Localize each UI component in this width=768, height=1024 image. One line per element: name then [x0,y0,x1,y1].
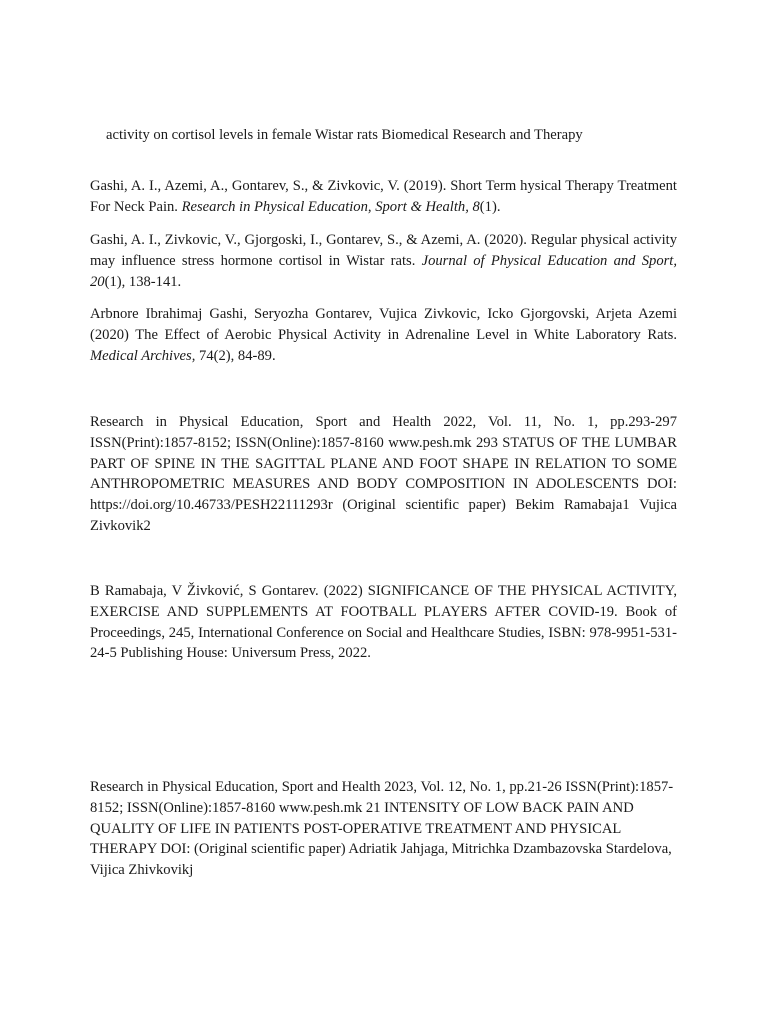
reference-text: Research in Physical Education, Sport and Health 2022, Vol. 11, No. 1, pp.293-297 ISSN(Print):1857-8152; ISSN(Online):1857-8160 www.pesh.mk 293 STATUS OF THE LUMBAR PART OF SPINE IN THE SAGITTAL PLANE AND FOOT SHAPE IN RELATION TO SOME ANTHROPOMETRIC MEASURES AND BODY COMPOSITION IN ADOLESCENTS DOI: https://doi.org/10.46733/PESH22111293r (Original scientific paper) Bekim Ramabaja1 Vujica Zivkovik2 [90,414,677,534]
reference-issue: 74(2), 84-89. [195,347,276,364]
reference-authors-title: Arbnore Ibrahimaj Gashi, Seryozha Gontarev, Vujica Zivkovic, Icko Gjorgovski, Arjeta Azemi (2020) The Effect of Aerobic Physical Activity in Adrenaline Level in White Laboratory Rats. [90,306,677,343]
reference-journal: Journal of Physical Education and Sport, 20 [90,252,677,290]
reference-text: B Ramabaja, V Živković, S Gontarev. (2022) SIGNIFICANCE OF THE PHYSICAL ACTIVITY, EXERCISE AND SUPPLEMENTS AT FOOTBALL PLAYERS AFTER COVID-19. Book of Proceedings, 245, International Conference on Social and Healthcare Studies, ISBN: 978-9951-531-24-5 Publishing House: Universum Press, 2022. [90,583,677,662]
reference-fragment [106,125,706,146]
reference-ramabaja-2022-lumbar [90,412,677,537]
reference-authors-title: Gashi, A. I., Zivkovic, V., Gjorgoski, I., Gontarev, S., & Azemi, A. (2020). Regular physical activity may influence stress hormone cortisol in Wistar rats. [90,232,677,269]
reference-journal: Research in Physical Education, Sport & Health, 8 [181,198,480,215]
reference-journal: Medical Archives, [90,347,196,364]
reference-authors-title: Gashi, A. I., Azemi, A., Gontarev, S., & Zivkovic, V. (2019). Short Term hysical Therapy Treatment For Neck Pain. [90,178,677,215]
reference-gashi-2020 [90,230,677,292]
reference-ramabaja-2022-covid [90,581,677,664]
reference-gashi-2019 [90,176,677,218]
reference-issue: (1). [479,198,501,215]
reference-ibrahimaj-gashi-2020 [90,304,677,366]
reference-jahjaga-2023 [90,777,677,881]
reference-issue: (1), 138-141. [104,273,182,290]
reference-text: activity on cortisol levels in female Wistar rats Biomedical Research and Therapy [106,127,583,143]
reference-text: Research in Physical Education, Sport and Health 2023, Vol. 12, No. 1, pp.21-26 ISSN(Print):1857-8152; ISSN(Online):1857-8160 www.pesh.mk 21 INTENSITY OF LOW BACK PAIN AND QUALITY OF LIFE IN PATIENTS POST-OPERATIVE TREATMENT AND PHYSICAL THERAPY DOI: (Original scientific paper) Adriatik Jahjaga, Mitrichka Dzambazovska Stardelova, Vijica Zhivkovikj [90,779,674,879]
